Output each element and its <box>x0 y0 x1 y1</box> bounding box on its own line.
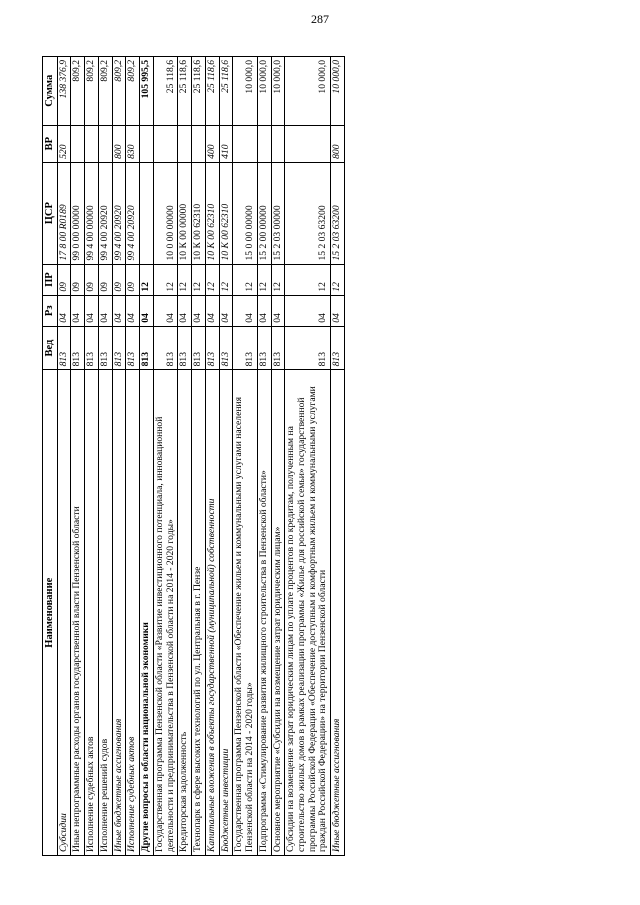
header-csr: ЦСР <box>43 162 58 264</box>
table-row <box>140 57 154 856</box>
cell-csr: 99 0 00 00000 <box>71 162 85 264</box>
table-row <box>126 57 140 856</box>
table-row <box>57 57 71 856</box>
header-ved: Вед <box>43 326 58 370</box>
cell-rz: 04 <box>205 295 219 326</box>
cell-rz: 04 <box>271 295 285 326</box>
cell-csr: 15 2 00 00000 <box>257 162 271 264</box>
cell-ved: 813 <box>98 326 112 370</box>
cell-rz: 04 <box>126 295 140 326</box>
cell-csr: 99 4 00 20920 <box>126 162 140 264</box>
cell-ved: 813 <box>71 326 85 370</box>
cell-sum: 10 000,0 <box>271 57 285 126</box>
cell-csr: 10 К 00 62310 <box>219 162 233 264</box>
cell-vr: 800 <box>112 125 126 162</box>
cell-pr: 12 <box>257 264 271 295</box>
table-row <box>233 57 257 856</box>
table-row <box>71 57 85 856</box>
header-pr: ПР <box>43 264 58 295</box>
cell-csr <box>140 162 154 264</box>
cell-ved: 813 <box>271 326 285 370</box>
cell-csr: 17 8 00 R0189 <box>57 162 71 264</box>
cell-name: Другие вопросы в области национальной экономики <box>140 370 154 856</box>
header-sum: Сумма <box>43 57 58 126</box>
cell-pr: 09 <box>112 264 126 295</box>
cell-sum: 10 000,0 <box>233 57 257 126</box>
cell-rz: 04 <box>285 295 331 326</box>
cell-name: Субсидии на возмещение затрат юридическим лицам по уплате процентов по кредитам, полученным на строительство жилых домов в рамках реализации программы «Жилье для российской семьи» государственной программы Российской Федерации «Обеспечение доступным и комфортным жильем и коммунальными услугами граждан Российской Федерации» на территории Пензенской области <box>285 370 331 856</box>
cell-rz: 04 <box>233 295 257 326</box>
cell-vr <box>192 125 206 162</box>
table-row <box>331 57 345 856</box>
cell-vr: 800 <box>331 125 345 162</box>
cell-sum: 809,2 <box>126 57 140 126</box>
table-body <box>57 57 344 856</box>
cell-pr: 12 <box>192 264 206 295</box>
cell-ved: 813 <box>219 326 233 370</box>
cell-vr <box>140 125 154 162</box>
header-rz: Рз <box>43 295 58 326</box>
cell-sum: 25 118,6 <box>178 57 192 126</box>
cell-pr: 12 <box>205 264 219 295</box>
cell-pr: 09 <box>126 264 140 295</box>
cell-csr: 10 К 00 62310 <box>205 162 219 264</box>
cell-ved: 813 <box>153 326 177 370</box>
table-row <box>85 57 99 856</box>
cell-csr: 15 2 03 63200 <box>285 162 331 264</box>
cell-name: Основное мероприятие «Субсидии на возмещение затрат юридическим лицам» <box>271 370 285 856</box>
cell-name: Исполнение судебных актов <box>85 370 99 856</box>
table-row <box>219 57 233 856</box>
cell-name: Технопарк в сфере высоких технологий по ул. Центральная в г. Пензе <box>192 370 206 856</box>
cell-rz: 04 <box>192 295 206 326</box>
cell-csr: 10 К 00 62310 <box>192 162 206 264</box>
cell-pr: 12 <box>233 264 257 295</box>
cell-sum: 138 376,9 <box>57 57 71 126</box>
cell-name: Подпрограмма «Стимулирование развития жилищного строительства в Пензенской области» <box>257 370 271 856</box>
cell-ved: 813 <box>112 326 126 370</box>
cell-sum: 25 118,6 <box>219 57 233 126</box>
cell-csr: 99 4 00 20920 <box>98 162 112 264</box>
cell-name: Капитальные вложения в объекты государственной (муниципальной) собственности <box>205 370 219 856</box>
cell-sum: 10 000,0 <box>285 57 331 126</box>
cell-name: Исполнение решений судов <box>98 370 112 856</box>
table-header-row <box>43 57 58 856</box>
cell-ved: 813 <box>178 326 192 370</box>
table-row <box>271 57 285 856</box>
cell-vr: 410 <box>219 125 233 162</box>
cell-name: Иные бюджетные ассигнования <box>112 370 126 856</box>
budget-table <box>42 56 345 856</box>
cell-vr <box>153 125 177 162</box>
cell-vr: 520 <box>57 125 71 162</box>
cell-name: Субсидии <box>57 370 71 856</box>
cell-ved: 813 <box>233 326 257 370</box>
table-row <box>285 57 331 856</box>
cell-ved: 813 <box>192 326 206 370</box>
cell-ved: 813 <box>257 326 271 370</box>
cell-name: Иные непрограммные расходы органов государственной власти Пензенской области <box>71 370 85 856</box>
cell-pr: 12 <box>219 264 233 295</box>
cell-ved: 813 <box>205 326 219 370</box>
cell-sum: 809,2 <box>112 57 126 126</box>
cell-ved: 813 <box>140 326 154 370</box>
cell-name: Иные бюджетные ассигнования <box>331 370 345 856</box>
cell-vr <box>85 125 99 162</box>
cell-pr: 12 <box>285 264 331 295</box>
cell-vr <box>71 125 85 162</box>
table-row <box>192 57 206 856</box>
cell-vr: 830 <box>126 125 140 162</box>
cell-sum: 10 000,0 <box>331 57 345 126</box>
cell-sum: 25 118,6 <box>192 57 206 126</box>
cell-rz: 04 <box>98 295 112 326</box>
cell-sum: 25 118,6 <box>205 57 219 126</box>
cell-ved: 813 <box>85 326 99 370</box>
cell-sum: 105 995,5 <box>140 57 154 126</box>
cell-vr <box>257 125 271 162</box>
cell-name: Государственная программа Пензенской области «Развитие инвестиционного потенциала, инновационной деятельности и предпринимательства в Пензенской области на 2014 - 2020 годы» <box>153 370 177 856</box>
cell-csr: 15 2 03 00000 <box>271 162 285 264</box>
cell-rz: 04 <box>219 295 233 326</box>
cell-pr: 12 <box>140 264 154 295</box>
page-number: 287 <box>311 12 329 26</box>
cell-name: Бюджетные инвестиции <box>219 370 233 856</box>
cell-vr <box>285 125 331 162</box>
cell-name: Кредиторская задолженность <box>178 370 192 856</box>
cell-csr: 10 К 00 00000 <box>178 162 192 264</box>
cell-csr: 15 2 03 63200 <box>331 162 345 264</box>
cell-name: Государственная программа Пензенской области «Обеспечение жильем и коммунальными услугами населения Пензенской области на 2014 - 2020 годы» <box>233 370 257 856</box>
cell-ved: 813 <box>285 326 331 370</box>
cell-name: Исполнение судебных актов <box>126 370 140 856</box>
cell-pr: 09 <box>71 264 85 295</box>
cell-rz: 04 <box>178 295 192 326</box>
cell-ved: 813 <box>331 326 345 370</box>
header-name: Наименование <box>43 370 58 856</box>
header-vr: ВР <box>43 125 58 162</box>
cell-csr: 99 4 00 00000 <box>85 162 99 264</box>
cell-rz: 04 <box>331 295 345 326</box>
cell-pr: 12 <box>178 264 192 295</box>
cell-pr: 12 <box>153 264 177 295</box>
cell-vr <box>233 125 257 162</box>
cell-rz: 04 <box>140 295 154 326</box>
cell-sum: 809,2 <box>85 57 99 126</box>
table-row <box>257 57 271 856</box>
table-row <box>153 57 177 856</box>
cell-rz: 04 <box>71 295 85 326</box>
cell-csr: 15 0 00 00000 <box>233 162 257 264</box>
cell-pr: 09 <box>98 264 112 295</box>
cell-pr: 12 <box>271 264 285 295</box>
cell-sum: 10 000,0 <box>257 57 271 126</box>
cell-pr: 09 <box>85 264 99 295</box>
table-row <box>112 57 126 856</box>
cell-rz: 04 <box>257 295 271 326</box>
table-row <box>178 57 192 856</box>
cell-vr <box>271 125 285 162</box>
cell-rz: 04 <box>112 295 126 326</box>
cell-vr: 400 <box>205 125 219 162</box>
rotated-table-container <box>42 56 562 856</box>
rotated-table-frame <box>42 56 562 856</box>
cell-rz: 04 <box>57 295 71 326</box>
cell-sum: 25 118,6 <box>153 57 177 126</box>
cell-pr: 12 <box>331 264 345 295</box>
cell-rz: 04 <box>153 295 177 326</box>
cell-sum: 809,2 <box>71 57 85 126</box>
cell-vr <box>98 125 112 162</box>
cell-csr: 10 0 00 00000 <box>153 162 177 264</box>
cell-sum: 809,2 <box>98 57 112 126</box>
table-row <box>98 57 112 856</box>
cell-ved: 813 <box>126 326 140 370</box>
cell-csr: 99 4 00 20920 <box>112 162 126 264</box>
cell-rz: 04 <box>85 295 99 326</box>
cell-ved: 813 <box>57 326 71 370</box>
table-row <box>205 57 219 856</box>
cell-vr <box>178 125 192 162</box>
cell-pr: 09 <box>57 264 71 295</box>
